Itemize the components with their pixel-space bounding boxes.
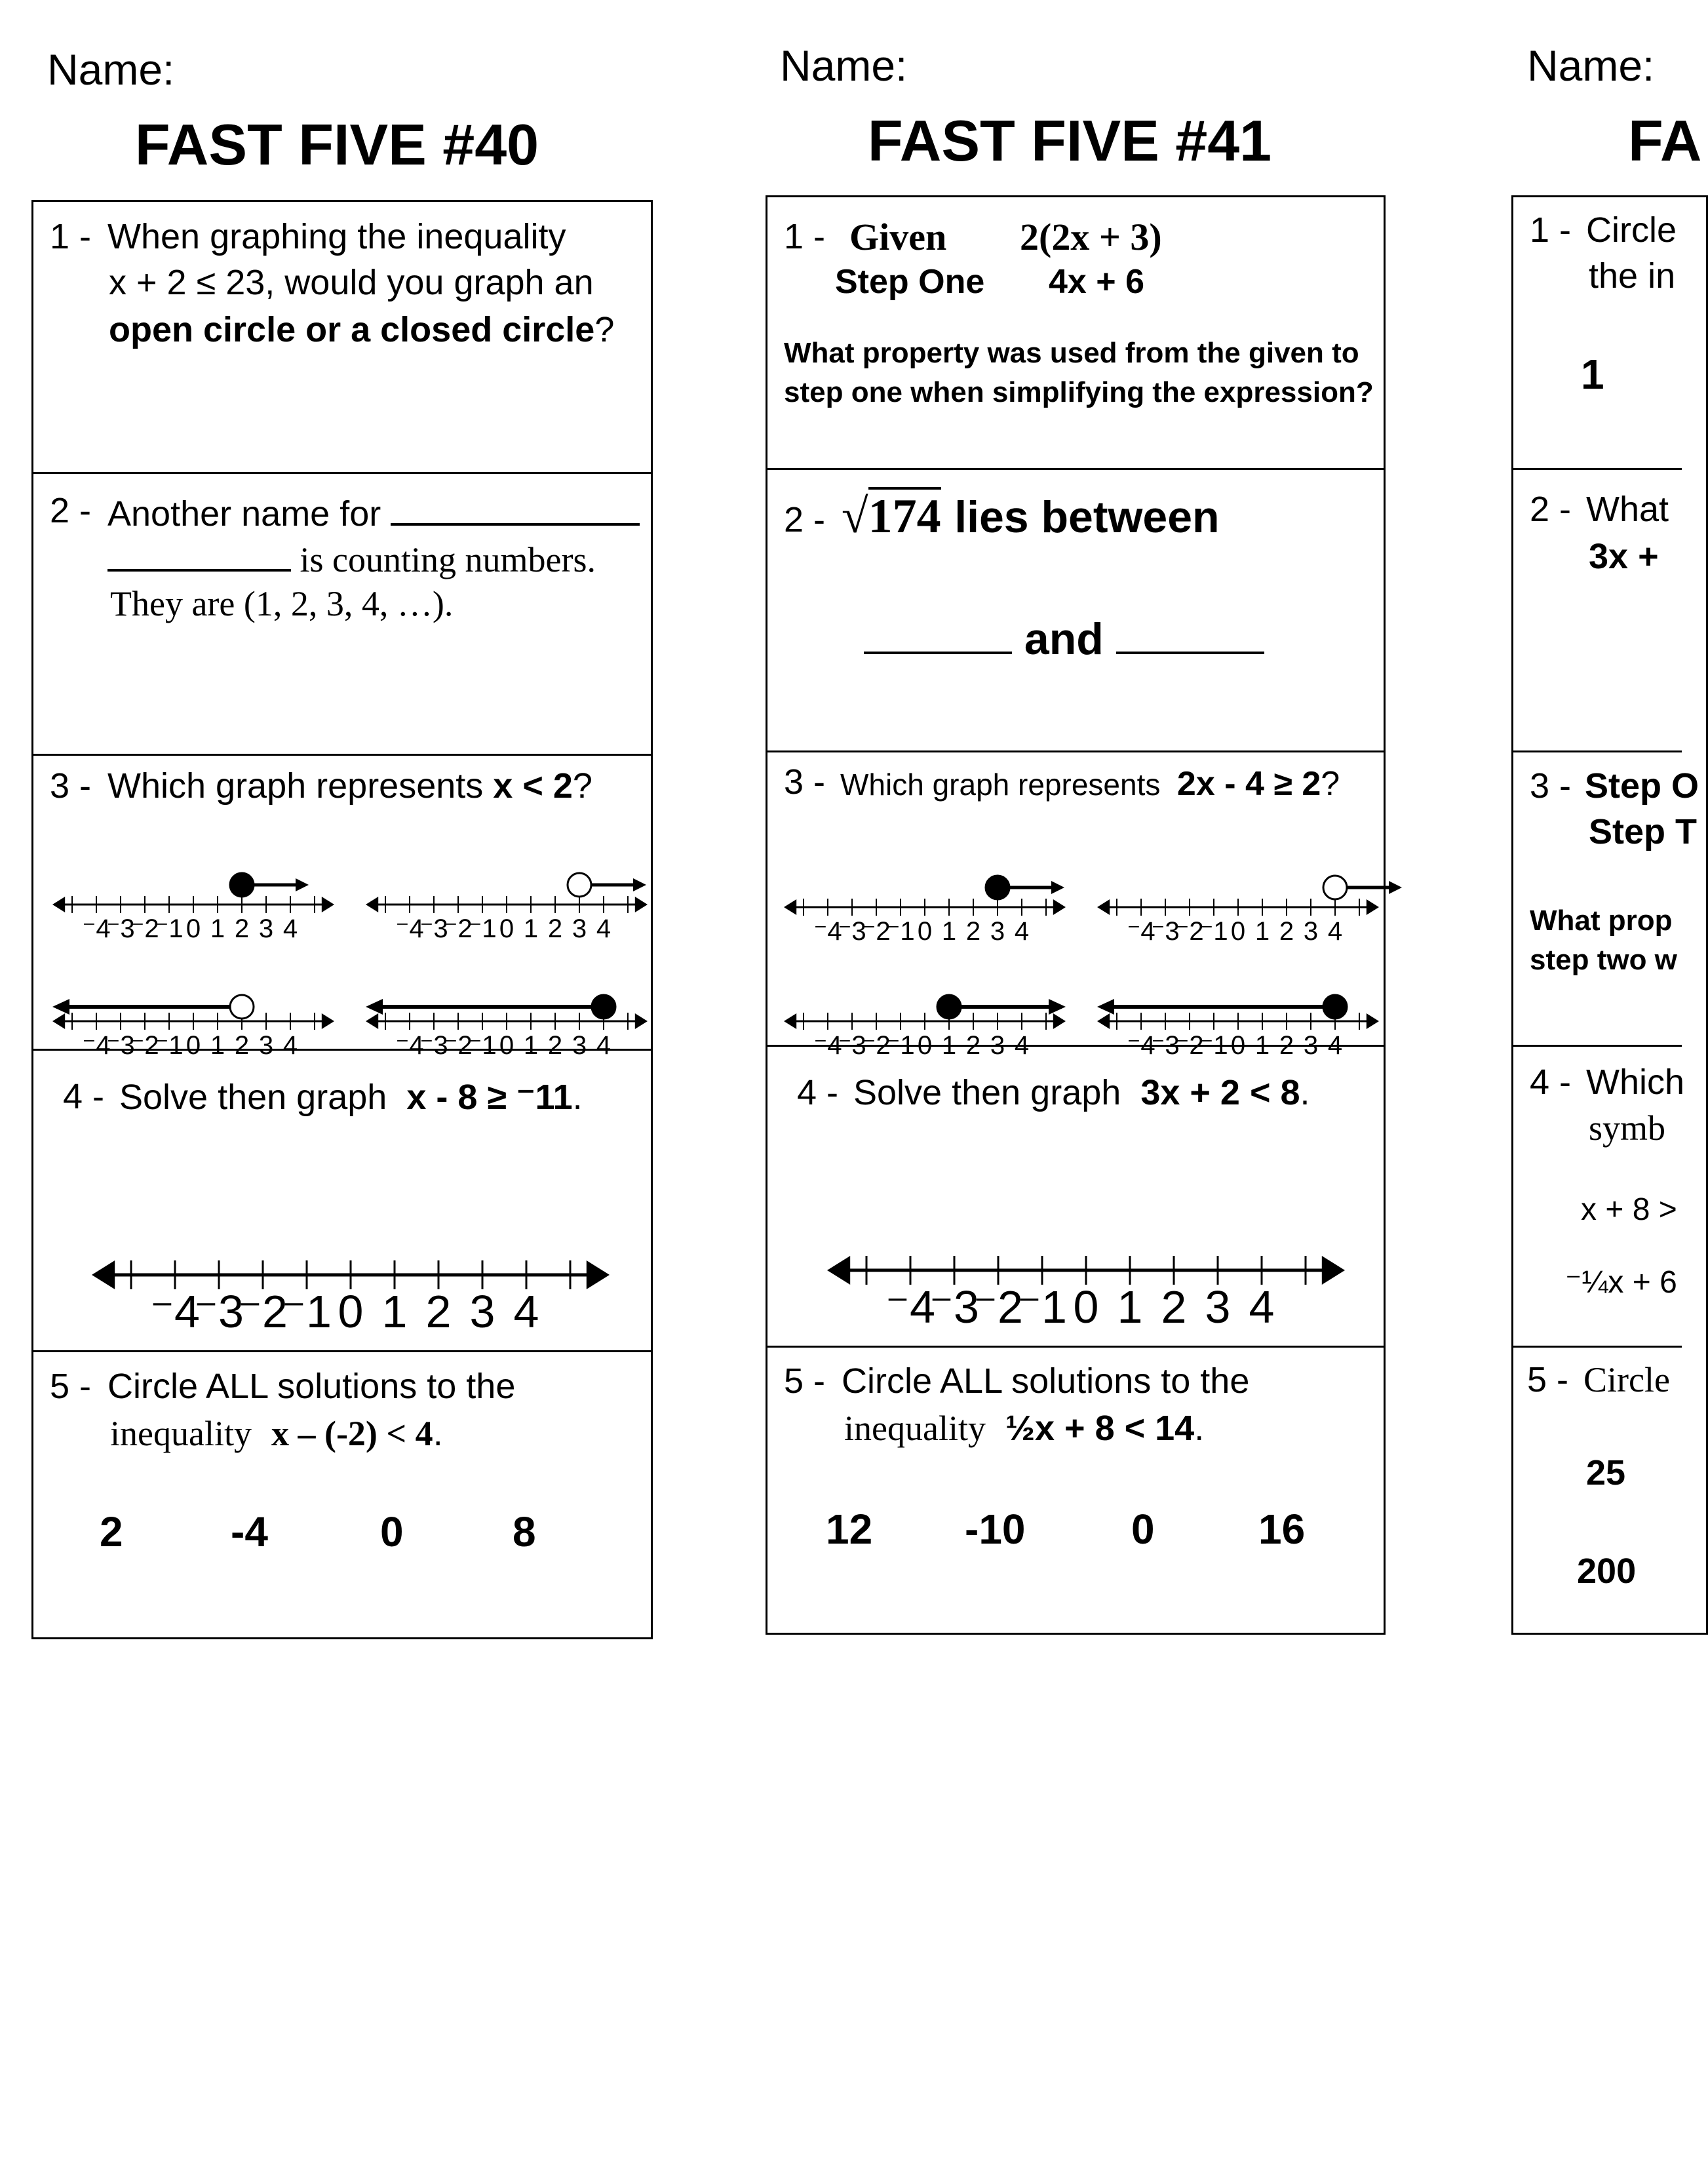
- tick-label: 4: [596, 914, 611, 943]
- tick-label: ⁻2: [862, 917, 891, 946]
- tick-label: 0: [1073, 1281, 1099, 1333]
- answer-choice[interactable]: 16: [1258, 1506, 1306, 1553]
- question-prompt: What property was used from the given to: [784, 337, 1359, 369]
- right-arrow-icon: [1053, 1013, 1066, 1029]
- left-arrow-icon: [1097, 899, 1110, 915]
- tick-label: ⁻3: [106, 1031, 135, 1060]
- and-label: and: [1024, 614, 1104, 664]
- tick-label: 4: [1249, 1281, 1275, 1333]
- tick-label: ⁻4: [82, 914, 111, 943]
- answer-choice[interactable]: -4: [231, 1508, 268, 1555]
- number-line-svg: [52, 872, 334, 944]
- right-arrow-icon: [322, 897, 334, 912]
- number-line-svg: [52, 988, 334, 1061]
- question-text: [110, 1413, 443, 1454]
- given-label: Given: [849, 216, 947, 258]
- tick-label: ⁻3: [419, 914, 448, 943]
- expression: x – (-2) < 4: [271, 1414, 433, 1453]
- number-line-svg: [827, 1244, 1345, 1336]
- answer-choice[interactable]: 12: [826, 1506, 873, 1553]
- name-label: Name:: [1527, 41, 1655, 90]
- question-text: [107, 490, 640, 534]
- tick-label: 1: [1254, 1031, 1270, 1060]
- tick-label: 0: [1230, 1031, 1246, 1060]
- tick-label: 4: [1327, 1031, 1343, 1060]
- tick-label: 2: [1279, 1031, 1294, 1060]
- tick-label: 1: [210, 1031, 225, 1060]
- question-prompt: step one when simplifying the expression?: [784, 376, 1374, 408]
- open-circle-icon: [230, 995, 254, 1019]
- tick-label: 0: [499, 914, 514, 943]
- ray-arrow-icon: [633, 878, 646, 891]
- segment-arrow-icon: [1049, 999, 1066, 1015]
- tick-label: 3: [258, 1031, 274, 1060]
- expression: ⁻¼x + 6: [1565, 1265, 1677, 1300]
- question-text-part: Solve then graph: [853, 1073, 1121, 1112]
- answer-choice[interactable]: -10: [965, 1506, 1026, 1553]
- tick-label: 3: [1205, 1281, 1231, 1333]
- tick-label: ⁻1: [886, 917, 915, 946]
- question-number: 2 -: [50, 491, 92, 530]
- tick-label: 2: [965, 917, 981, 946]
- segment-arrow-icon: [1097, 999, 1114, 1015]
- question-number: 2 -: [784, 500, 826, 539]
- tick-label: 3: [990, 1031, 1005, 1060]
- expression: x < 2: [493, 766, 573, 806]
- closed-circle-icon: [1323, 995, 1347, 1019]
- tick-label: 1: [1117, 1281, 1143, 1333]
- card-title: FA: [1628, 108, 1702, 173]
- tick-label: 0: [917, 917, 933, 946]
- tick-label: 1: [210, 914, 225, 943]
- question-text: x + 2 ≤ 23, would you graph an: [109, 263, 594, 302]
- left-arrow-icon: [1097, 1013, 1110, 1029]
- tick-label: ⁻3: [1151, 917, 1180, 946]
- open-circle-icon: [568, 873, 591, 897]
- question-number: 1 -: [1530, 210, 1572, 250]
- tick-label: 4: [513, 1286, 539, 1337]
- question-prompt: step two w: [1530, 944, 1677, 976]
- tick-label: ⁻4: [395, 914, 424, 943]
- question-text: Circle ALL solutions to the: [107, 1367, 516, 1406]
- left-arrow-icon: [827, 1256, 850, 1285]
- answer-choice[interactable]: 1: [1581, 351, 1604, 398]
- expression: 3x + 2 < 8: [1140, 1073, 1300, 1112]
- tick-label: 3: [572, 914, 587, 943]
- punctuation: .: [433, 1414, 443, 1453]
- answer-blanks: [864, 610, 1264, 665]
- tick-label: 3: [1303, 917, 1319, 946]
- question-number: 4 -: [1530, 1062, 1572, 1102]
- closed-circle-icon: [592, 995, 615, 1019]
- tick-label: 0: [338, 1286, 364, 1337]
- question-number: 4 -: [797, 1073, 839, 1112]
- tick-label: ⁻1: [1199, 1031, 1228, 1060]
- tick-label: 3: [1303, 1031, 1319, 1060]
- left-arrow-icon: [366, 897, 378, 912]
- tick-label: ⁻4: [1127, 917, 1155, 946]
- tick-label: ⁻3: [194, 1286, 244, 1337]
- answer-choice[interactable]: 8: [513, 1508, 536, 1555]
- tick-label: 1: [1254, 917, 1270, 946]
- tick-label: 1: [941, 1031, 957, 1060]
- segment-arrow-icon: [366, 999, 383, 1015]
- tick-label: ⁻2: [238, 1286, 288, 1337]
- left-arrow-icon: [784, 899, 796, 915]
- answer-choice[interactable]: 25: [1586, 1453, 1626, 1492]
- radical-expression: [842, 488, 1220, 545]
- tick-label: ⁻4: [82, 1031, 111, 1060]
- card-title: FAST FIVE #41: [867, 108, 1272, 173]
- tick-label: ⁻1: [886, 1031, 915, 1060]
- divider: [1511, 1346, 1682, 1348]
- tick-label: 4: [1327, 917, 1343, 946]
- expression: 2x - 4 ≥ 2: [1176, 765, 1321, 803]
- divider: [31, 472, 653, 474]
- closed-circle-icon: [937, 995, 961, 1019]
- question-text: [119, 1076, 583, 1118]
- closed-circle-icon: [230, 873, 254, 897]
- punctuation: .: [572, 1078, 583, 1117]
- question-text: What: [1586, 490, 1669, 529]
- tick-label: 3: [258, 914, 274, 943]
- question-number: 5 -: [1527, 1360, 1569, 1399]
- answer-blank[interactable]: [864, 610, 1012, 654]
- tick-label: ⁻1: [282, 1286, 332, 1337]
- tick-label: 1: [941, 917, 957, 946]
- answer-choice[interactable]: 0: [380, 1508, 404, 1555]
- tick-label: ⁻3: [1151, 1031, 1180, 1060]
- question-number: 3 -: [784, 762, 826, 802]
- question-text: [109, 309, 614, 350]
- right-arrow-icon: [1053, 899, 1066, 915]
- tick-label: 0: [499, 1031, 514, 1060]
- divider: [1511, 1045, 1682, 1047]
- tick-label: ⁻4: [813, 917, 842, 946]
- answer-blank[interactable]: [1116, 610, 1264, 654]
- divider: [766, 750, 1386, 752]
- tick-label: 0: [185, 914, 201, 943]
- number-line-svg: [366, 872, 648, 944]
- tick-label: ⁻1: [468, 1031, 497, 1060]
- question-text-part: Solve then graph: [119, 1078, 387, 1117]
- answer-choice[interactable]: 200: [1577, 1551, 1637, 1591]
- right-arrow-icon: [1322, 1256, 1345, 1285]
- question-number: 4 -: [63, 1077, 105, 1116]
- question-text-part: Which graph represents: [840, 768, 1161, 802]
- question-text: [107, 766, 592, 806]
- tick-label: 0: [1230, 917, 1246, 946]
- number-line-svg: [784, 988, 1066, 1061]
- tick-label: 3: [572, 1031, 587, 1060]
- tick-label: ⁻4: [150, 1286, 200, 1337]
- ray-arrow-icon: [1389, 881, 1402, 894]
- step-label: Step O: [1585, 766, 1699, 806]
- right-arrow-icon: [1367, 1013, 1379, 1029]
- step-label: Step One: [835, 263, 985, 301]
- tick-label: ⁻2: [130, 1031, 159, 1060]
- step-label: Step T: [1589, 812, 1698, 851]
- question-text: Circle ALL solutions to the: [842, 1361, 1250, 1401]
- question-text: Circle: [1586, 210, 1677, 250]
- question-text: lies between: [954, 492, 1220, 542]
- tick-label: 1: [523, 914, 539, 943]
- tick-label: ⁻2: [862, 1031, 891, 1060]
- right-arrow-icon: [1367, 899, 1379, 915]
- tick-label: ⁻4: [885, 1281, 935, 1333]
- tick-label: ⁻2: [444, 1031, 473, 1060]
- question-text-part: Which graph represents: [107, 766, 484, 806]
- tick-label: ⁻4: [395, 1031, 424, 1060]
- tick-label: 2: [547, 1031, 563, 1060]
- question-text: symb: [1589, 1108, 1666, 1148]
- question-number: 1 -: [50, 217, 92, 256]
- right-arrow-icon: [587, 1260, 610, 1289]
- question-text: Circle: [1583, 1360, 1670, 1399]
- left-arrow-icon: [92, 1260, 115, 1289]
- question-number: 5 -: [50, 1367, 92, 1406]
- tick-label: ⁻1: [468, 914, 497, 943]
- question-text: [840, 764, 1340, 804]
- question-text: When graphing the inequality: [107, 217, 566, 256]
- number-line-svg: [92, 1249, 610, 1340]
- name-label: Name:: [780, 41, 908, 90]
- divider: [1511, 468, 1682, 470]
- tick-label: 2: [234, 914, 250, 943]
- punctuation: .: [1300, 1073, 1310, 1112]
- answer-blank: [391, 490, 640, 526]
- tick-label: ⁻3: [419, 1031, 448, 1060]
- name-label: Name:: [47, 45, 175, 94]
- left-arrow-icon: [366, 1013, 378, 1029]
- given-expression: 2(2x + 3): [1020, 216, 1162, 258]
- number-line-svg: [366, 988, 648, 1061]
- number-line-svg: [1097, 988, 1379, 1061]
- number-line-svg: [784, 874, 1066, 946]
- step-expression: 4x + 6: [1049, 263, 1145, 301]
- question-text-part: inequality: [844, 1409, 986, 1448]
- tick-label: ⁻4: [1127, 1031, 1155, 1060]
- question-text: They are (1, 2, 3, 4, …).: [110, 584, 454, 623]
- tick-label: 1: [523, 1031, 539, 1060]
- expression: 3x +: [1589, 537, 1659, 576]
- left-arrow-icon: [52, 1013, 65, 1029]
- radical-sign: √: [842, 490, 868, 543]
- tick-label: 2: [1279, 917, 1294, 946]
- left-arrow-icon: [52, 897, 65, 912]
- question-text: the in: [1589, 256, 1676, 296]
- expression: x + 8 >: [1581, 1192, 1677, 1227]
- tick-label: 4: [282, 1031, 298, 1060]
- ray-arrow-icon: [296, 878, 309, 891]
- number-line-svg: [1097, 874, 1379, 946]
- divider: [766, 1346, 1386, 1348]
- tick-label: ⁻2: [1175, 1031, 1204, 1060]
- open-circle-icon: [1323, 876, 1347, 899]
- question-text: Which: [1586, 1062, 1685, 1102]
- ray-arrow-icon: [1051, 881, 1064, 894]
- tick-label: 0: [185, 1031, 201, 1060]
- right-arrow-icon: [635, 1013, 648, 1029]
- tick-label: ⁻3: [838, 917, 866, 946]
- tick-label: 2: [425, 1286, 452, 1337]
- divider: [31, 754, 653, 756]
- closed-circle-icon: [986, 876, 1009, 899]
- tick-label: ⁻1: [155, 1031, 184, 1060]
- tick-label: ⁻1: [1017, 1281, 1067, 1333]
- tick-label: ⁻1: [155, 914, 184, 943]
- question-number: 2 -: [1530, 490, 1572, 529]
- right-arrow-icon: [635, 897, 648, 912]
- left-arrow-icon: [784, 1013, 796, 1029]
- question-text-part: Another name for: [107, 494, 381, 534]
- question-prompt: What prop: [1530, 905, 1673, 937]
- card-title: FAST FIVE #40: [134, 112, 539, 177]
- tick-label: ⁻4: [813, 1031, 842, 1060]
- punctuation: .: [1194, 1409, 1205, 1448]
- question-text: [107, 536, 596, 580]
- question-text-part: inequality: [110, 1414, 252, 1453]
- right-arrow-icon: [322, 1013, 334, 1029]
- divider: [766, 468, 1386, 470]
- tick-label: 4: [1014, 917, 1030, 946]
- tick-label: 1: [381, 1286, 408, 1337]
- tick-label: 2: [547, 914, 563, 943]
- answer-choice[interactable]: 0: [1131, 1506, 1155, 1553]
- tick-label: 2: [965, 1031, 981, 1060]
- tick-label: ⁻2: [444, 914, 473, 943]
- tick-label: 4: [1014, 1031, 1030, 1060]
- answer-blank: [107, 536, 291, 572]
- tick-label: ⁻3: [929, 1281, 979, 1333]
- tick-label: ⁻3: [838, 1031, 866, 1060]
- tick-label: 3: [990, 917, 1005, 946]
- punctuation: ?: [1321, 765, 1340, 803]
- question-number: 5 -: [784, 1361, 826, 1401]
- tick-label: ⁻2: [130, 914, 159, 943]
- divider: [31, 1350, 653, 1352]
- answer-choice[interactable]: 2: [100, 1508, 123, 1555]
- question-text-part: is counting numbers.: [300, 540, 596, 579]
- emphasis: open circle or a closed circle: [109, 310, 595, 349]
- punctuation: ?: [594, 310, 615, 349]
- tick-label: ⁻2: [1175, 917, 1204, 946]
- tick-label: ⁻2: [973, 1281, 1023, 1333]
- tick-label: 3: [469, 1286, 495, 1337]
- tick-label: 2: [1161, 1281, 1187, 1333]
- tick-label: 2: [234, 1031, 250, 1060]
- expression: ½x + 8 < 14: [1005, 1409, 1195, 1448]
- tick-label: ⁻3: [106, 914, 135, 943]
- question-text: [853, 1072, 1310, 1113]
- tick-label: 0: [917, 1031, 933, 1060]
- expression: x - 8 ≥ ⁻11: [406, 1078, 573, 1117]
- question-text: [844, 1408, 1204, 1449]
- tick-label: 4: [596, 1031, 611, 1060]
- question-number: 3 -: [1530, 766, 1572, 806]
- question-number: 3 -: [50, 766, 92, 806]
- divider: [1511, 750, 1682, 752]
- tick-label: 4: [282, 914, 298, 943]
- segment-arrow-icon: [52, 999, 69, 1015]
- radicand: 174: [868, 487, 941, 543]
- tick-label: ⁻1: [1199, 917, 1228, 946]
- question-number: 1 -: [784, 217, 826, 256]
- punctuation: ?: [572, 766, 592, 806]
